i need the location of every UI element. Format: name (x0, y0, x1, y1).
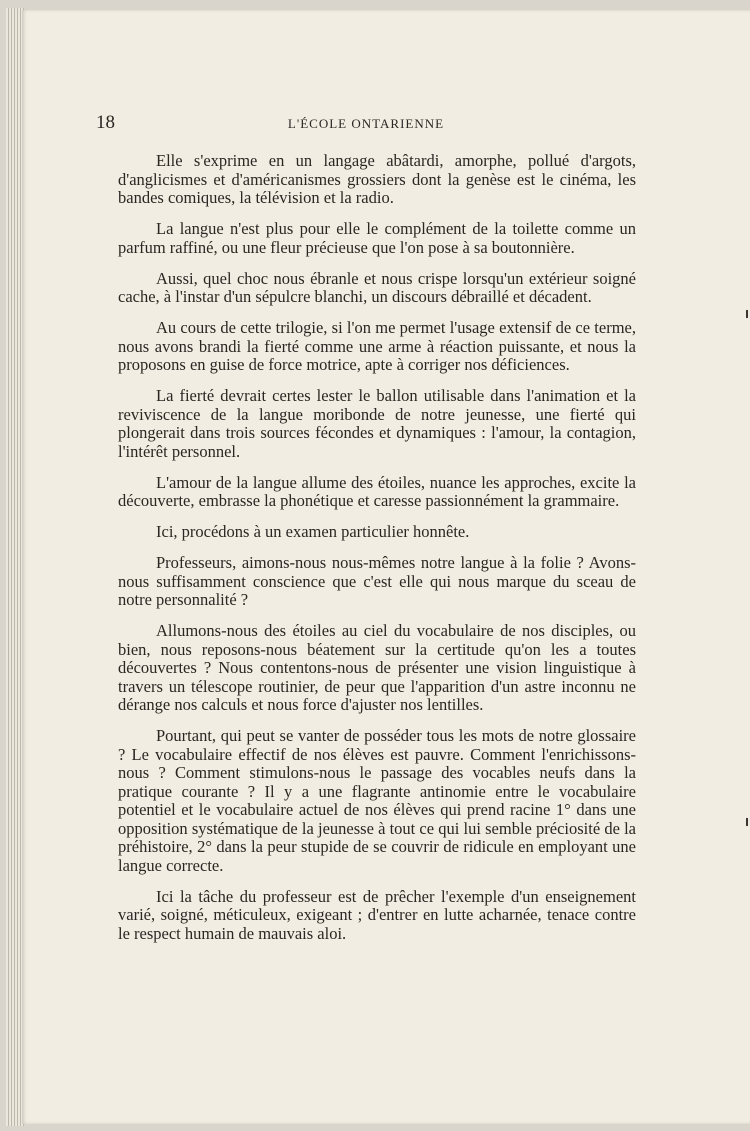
margin-mark (746, 818, 748, 826)
paragraph: Ici la tâche du professeur est de prêcher l'exemple d'un enseignement varié, soigné, méticuleux, exigeant ; d'entrer en lutte acharnée, tenace contre le respect humain de mauvais aloi. (118, 886, 636, 943)
paragraph: Elle s'exprime en un langage abâtardi, amorphe, pollué d'argots, d'anglicismes et d'américanismes grossiers dont la genèse est le cinéma, les bandes comiques, la télévision et la radio. (118, 151, 636, 207)
page-header (96, 106, 636, 136)
body-text (118, 152, 636, 956)
paragraph: Aussi, quel choc nous ébranle et nous crispe lorsqu'un extérieur soigné cache, à l'instar d'un sépulcre blanchi, un discours débraillé et décadent. (118, 268, 636, 306)
paragraph: Professeurs, aimons-nous nous-mêmes notre langue à la folie ? Avons-nous suffisamment conscience que c'est elle qui nous marque du sceau de notre personnalité ? (118, 553, 636, 609)
page-number: 18 (96, 112, 115, 133)
paragraph: L'amour de la langue allume des étoiles, nuance les approches, excite la découverte, embrasse la phonétique et caresse passionnément la grammaire. (118, 472, 636, 510)
paragraph: Ici, procédons à un examen particulier honnête. (156, 522, 470, 541)
paragraph: La langue n'est plus pour elle le complément de la toilette comme un parfum raffiné, ou une fleur précieuse que l'on pose à sa boutonnière. (118, 219, 636, 257)
paragraph: Allumons-nous des étoiles au ciel du vocabulaire de nos disciples, ou bien, nous reposons-nous béatement sur la certitude qu'on les a toutes découvertes ? Nous contentons-nous de présenter une vision linguistique à travers un télescope routinier, de peur que l'apparition d'un astre inconnu ne dérange nos calculs et nous force d'ajuster nos lentilles. (118, 621, 636, 714)
paragraph: La fierté devrait certes lester le ballon utilisable dans l'animation et la reviviscence de la langue moribonde de notre jeunesse, une fierté qui plongerait dans trois sources fécondes et dynamiques : l'amour, la contagion, l'intérêt personnel. (118, 386, 636, 461)
paragraph: Au cours de cette trilogie, si l'on me permet l'usage extensif de ce terme, nous avons brandi la fierté comme une arme à réaction puissante, et nous la proposons en guise de force motrice, apte à corriger nos déficiences. (118, 318, 636, 374)
paragraph: Pourtant, qui peut se vanter de posséder tous les mots de notre glossaire ? Le vocabulaire effectif de nos élèves est pauvre. Comment l'enrichissons-nous ? Comment stimulons-nous le passage des vocables neufs dans la pratique courante ? Il y a une flagrante antinomie entre le vocabulaire potentiel et le vocabulaire actuel de nos élèves qui prend racine 1° dans une opposition systématique de la jeunesse à tout ce qui lui semble préciosité de la préhistoire, 2° dans la peur stupide de se couvrir de ridicule en employant une langue correcte. (118, 726, 636, 875)
margin-mark (746, 310, 748, 318)
running-head: L'ÉCOLE ONTARIENNE (287, 116, 445, 131)
